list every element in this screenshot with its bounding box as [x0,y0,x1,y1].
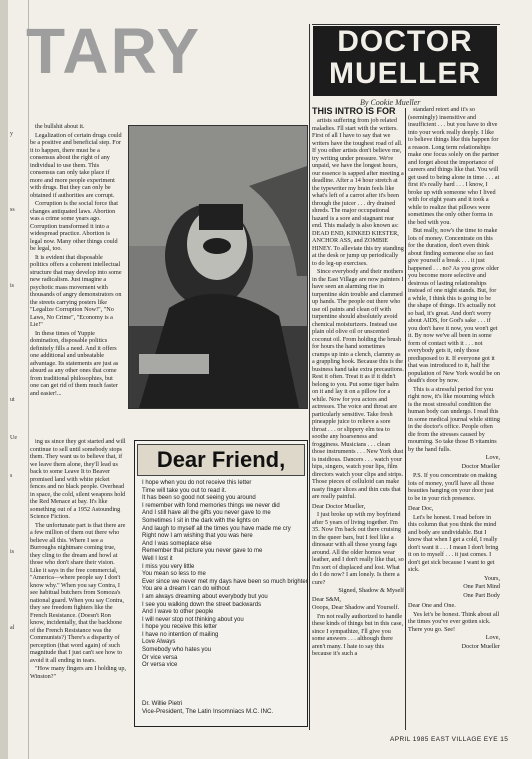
letter-line: Remember that picture you never gave to me [142,548,263,555]
col4-paragraph: This is a stressful period for you right now, it's like mourning which is the most stressful condition the human body can undergo. I read this in some medical journal while sitting in the doctor's office. People often die from the stresses caused by mourning. So take those B vitamins by the hand fulls. [408,385,500,453]
reply1-body: I'm not really authorized to handle these kinds of things but in this case, since I sympathize, I'll give you some answers . . . although there aren't many. I hate to say this because it's such a [312,612,404,657]
letter-line: Ever since we never met my days have been so much brighter [142,578,308,585]
page-footer: APRIL 1985 EAST VILLAGE EYE 15 [390,736,509,743]
reply2-salutation: Dear One and One. [408,602,456,609]
col1-top-paragraph: the bullshit about it. [35,123,85,130]
letter-line: Or vice versa [142,654,178,661]
reply1-opening: Ooops, Dear Shadow and Yourself. [312,604,400,611]
letter2-closing: Yours, [483,574,500,582]
col3-paragraph: Since everybody and their mothers in the East Village are now painters I have seen an alarming rise in turpentine skin trouble and clammed up hands. The people out there who use oil paints and clean off with turpentine should absolutely avoid chemical moisturizers. Instead use plain old olive oil or unscented coconut oil. From holding the brush for hours the hand sometimes cramps up into a clench, clammy as a grappling hook. Because this is the business hand take extra precautions. Rest it often. Treat it as if it didn't belong to you. Put some tiger balm on it and lay it on a pillow for a while. Now for you actors and actresses. The voice and throat are particularly sensitive. Take fresh pineapple juice to relieve a sore throat . . . or slippery elm tea to soothe any hoarseness and frogginess. Musicians . . . clean those instruments . . . New York dust is insidious. Dancers . . . watch your hips, singers, watch your lips, film directors watch your clips and strips. Those pieces of celluloid can make nasty finger slices and thin cuts that are really painful. [312,268,404,500]
strip-fragment: ss [10,207,15,213]
col1-top-paragraph: Corruption is the social force that changes antiquated laws. Abortion was a crime some years ago. Corruption transformed it into a widespread practice. Abortion is legal now. Many other things could be legal, too. [30,200,118,252]
col1-bottom-paragraph: ing us since they got started and will continue to sell until somebody stops them. They want us to believe that, if we leave them alone, they'll lead us back to some Leave It to Beaver promised land with white picket fences and no black people. Overhead in space, the cold, silent weapons hold the Red Menace at bay. It's like something out of a 1952 Astounding Science Fiction. [30,438,126,520]
letter-line: And I wave to other people [142,609,214,616]
col1-top-paragraph: Legalization of certain drugs could be a positive and beneficial step. For it to happen, there must be a consensus about the right of any individual to use them. This consensus can only take place if more and more people experiment with drugs. But they can only be obtained if authorities are corrupt. [30,131,122,199]
letter-line: Right now I am wishing that you was here [142,533,253,540]
intro-heading: THIS INTRO IS FOR [312,106,396,116]
article-column-1-top [30,123,122,423]
strip-fragment: s [10,473,13,479]
letter1-body: I just broke up with my boyfriend after 5 years of living together. I'm 35. Now I'm back out there cruising in the queer bars, but I feel like a dinosaur with all those young fags around. All the older homos wear leather, and I don't really like that, so I'm sort of displaced and lost. What do I do now? I am lonely. Is there a cure? [312,511,404,586]
col1-top-paragraph: It is evident that disposable politics offers a coherent intellectual structure that may develop into some new radicalism. Just imagine a psychotic mass movement with thousands of angry demonstrators on the streets carrying posters like "Legalize Corruption Now!", "No Laws, No Crime", "Economy is a Lie!" [30,253,122,328]
col1-bottom-paragraph: "How many fingers am I holding up, Winston?" [30,665,127,680]
letter-line: I will never stop not thinking about you [142,616,244,623]
column-title [313,26,497,96]
column-title-line2: MUELLER [329,57,481,90]
letter-line: Love Always [142,639,176,646]
reply1-name: Doctor Mueller [461,462,500,470]
letter1-signature: Signed, Shadow & Myself [338,587,404,594]
strip-fragment: is [10,283,15,289]
advice-column-4 [408,106,500,731]
reply2-body: Yes let's be honest. Think about all the times you've ever gotten sick. There you go. See! [408,610,500,633]
column-title-line1: DOCTOR [337,25,473,58]
advice-column-3 [312,106,404,731]
col1-bottom-paragraph: The unfortunate part is that there are a few million of them out there who believe all this. Where I see a Burroughs nightmare coming true, they cling to the dream and howl at those who don't share their vision. Like it says in the free commercial, "America—where people say I don't know why." When you say Contra, I see habitual butchers from Somoza's national guard. When you say Contra, they see freedom fighters like the French Resistance. (Doesn't Ron know, incidentally, that the backbone of the French Resistance was the Communists?) There's a disparity of perception (that word again) of such magnitude that I just can't see how to avoid it all ending in tears. [30,521,126,664]
letter-line: I am always dreaming about everybody but you [142,593,268,600]
col1-top-paragraph: In these times of Yuppie domination, disposable politics definitely fills a need. And it offers one additional and unbeatable advantage. Its statements are just as absurd as any other ones that come from traditional philosophies, but one can get rid of them much faster and easier!... [30,329,119,397]
letter-line: Sometimes I sit in the dark with the lights on [142,517,260,524]
signature-title: Vice-President, The Latin Insomniacs M.C. INC. [142,708,274,715]
postscript: P.S. If you concentrate on making lots of money, you'll have all those beauties hanging on your door just to be in your rich presence. [408,472,497,502]
strip-fragment: is [10,549,15,555]
previous-page-strip [8,0,29,759]
letter2-salutation: Dear Doc, [408,505,434,512]
dear-friend-heading: Dear Friend, [137,444,305,476]
article-column-1-bottom [30,438,127,730]
reply1-salutation: Dear S&M, [312,595,341,603]
page-gutter [0,0,8,759]
header-rule [312,24,500,25]
col3-paragraph: artists suffering from job related maladies. I'll start with the writers. First of all I have to say that we writers have the toughest road of all. If you other artists don't believe me, try writing under pressure. We're unpaid, we have the longest hours, our essence is sapped after meeting a deadline. After a 14 hour stretch at the typewriter my brain feels like what's left of a carrot after it's been through the juicer . . . dry drained shreds. The major occupational hazard is a sore and stagnant rear end. This malady is also known as: DEAD END, KINKED KIESTER, ANCHOR ASS, and ZOMBIE HINEY. To alleviate this try standing at the desk or jump up periodically to do leg-up exercises. [312,117,404,267]
strip-fragment: Ue [10,435,17,441]
article-photo [128,125,308,409]
article-divider [309,24,310,730]
strip-fragment: y [10,131,13,137]
letter-line: You are a dream I can do without [142,586,230,593]
letter-line: Time will take you out to read it. [142,487,227,494]
letter-line: I miss you very little [142,563,195,570]
letter-line: I remember with fond memories things we never did [142,502,280,509]
letter-signature [142,700,273,716]
col4-paragraph: standard retort and it's so (seemingly) insensitive and insufficient . . . but you have to dive into your work really deeply. I like to believe things like this happen for a reason. Long term relationships make one focus solely on the partner and forget about the importance of careers and things like that. You will get used to being alone in time . . . at first it's really hard . . . I know, I broke up with someone who I lived with for eight years and it took a while to realize that pillows were sometimes the only other forms in the bed with you. [408,106,500,226]
letter-line: And I still have all the gifts you never gave to me [142,510,271,517]
signature-name: Dr. Willie Pietri [142,700,183,707]
letter1-salutation: Dear Doctor Mueller, [312,502,366,510]
reply2-name: Doctor Mueller [461,642,500,650]
col4-paragraph: But really, now's the time to make lots of money. Concentrate on this for the duration, don't even think about finding someone else so fast give yourself a break . . . it just happened . . . no? As you grow older you become more selective and desirous of lasting relationships instead of one night stands. But, for a while, I think this is going to be the shape of things. It's actually not so bad, it's great. And don't worry about AIDS, for God's sake . . . if you don't have it now, you won't get it. By now we've all been in some form of contact with it . . . not everybody gets it, only those predisposed to it. If everyone got it that was introduced to it, half the population of New York would be on death's door by now. [408,227,500,384]
letter-line: Somebody who hates you [142,647,212,654]
previous-article-title: TARY [26,22,202,80]
letter2-sig1: One Part Mind [463,583,500,590]
dear-friend-letter [142,480,308,670]
letter-line: And I was someplace else [142,540,212,547]
reply2-closing: Love, [485,634,500,641]
reply1-love: Love, [485,454,500,461]
letter-line: I see you walking down the street backwards [142,601,262,608]
letter2-body: Let's be honest. I read before in this column that you think the mind and body are undividable. But I know that when I get a cold, I really don't want it . . . I mean I don't bring it on to myself . . . it just comes. I don't get sick because I want to get sick. [408,513,499,573]
letter2-sig2: One Part Body [463,591,500,599]
letter-line: Or versa vice [142,662,178,669]
letter-line: I have no intention of mailing [142,631,219,638]
letter-line: You mean so less to me [142,571,206,578]
letter-line: I hope you receive this letter [142,624,218,631]
byline: By Cookie Mueller [360,98,421,107]
letter-line: Well I lost it [142,555,173,562]
letter-line: And laugh to myself all the times you have made me cry [142,525,291,532]
strip-fragment: al [10,625,15,631]
column-divider [405,108,406,730]
letter-line: It has been so good not seeing you around [142,495,256,502]
letter-line: I hope when you do not receive this letter [142,480,252,486]
strip-fragment: ut [10,397,15,403]
